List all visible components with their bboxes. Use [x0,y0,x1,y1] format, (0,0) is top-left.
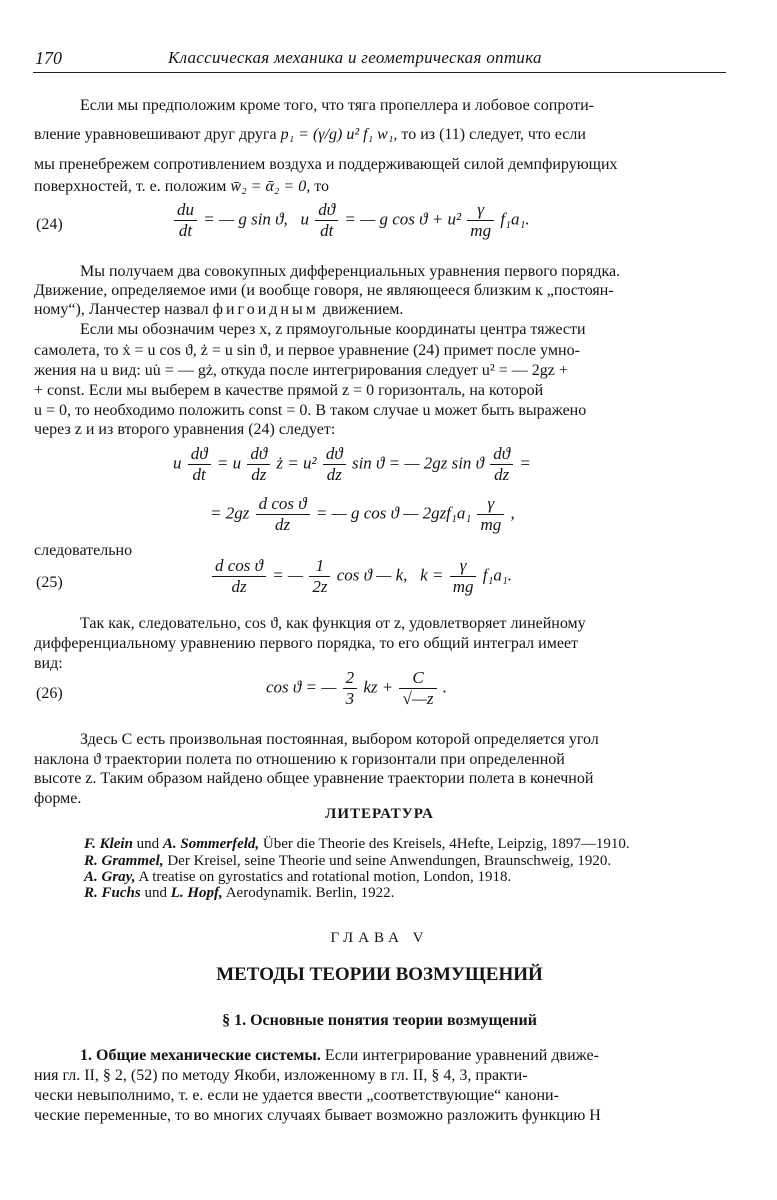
expr: kz + [363,677,394,697]
para5-line4: форме. [34,790,82,807]
numerator: 2 [343,668,358,689]
para5-line1: Здесь C есть произвольная постоянная, выбором которой определяется угол [80,731,599,748]
denominator: mg [480,515,502,534]
numerator: du [174,200,197,221]
ref-authors: F. Klein [84,836,133,852]
expr: = u [216,453,242,473]
fraction [323,444,346,485]
text: Если интегрирование уравнений движе- [320,1047,599,1064]
expr: = — g sin ϑ, [203,209,288,229]
denominator: dz [326,465,342,484]
reference-2 [84,853,611,870]
expr: u [173,453,182,473]
equation-24 [172,200,530,241]
para6-line4: ческие переменные, то во многих случаях бывает возможно разложить функцию H [34,1107,601,1124]
para3-line5: u = 0, то необходимо положить const = 0. В таком случае u может быть выражено [34,402,587,419]
para2-line2: Движение, определяемое ими (и вообще говоря, не являющееся близким к „постоян- [34,282,614,299]
fraction [477,494,504,535]
ref-authors: R. Grammel, [84,853,164,869]
ref-text: Aerodynamik. Berlin, 1922. [222,885,395,901]
para1-line1: Если мы предположим кроме того, что тяга пропеллера и лобовое сопроти- [80,97,595,114]
para3-line1: Если мы обозначим через x, z прямоугольные координаты центра тяжести [80,321,586,338]
expr: = 2gz [210,503,250,523]
para5-line2: наклона ϑ траектории полета по отношению к горизонтали при определенной [34,751,565,768]
numerator: γ [477,494,504,515]
reference-1 [84,836,630,853]
fraction [256,494,310,535]
numerator: γ [467,200,494,221]
fraction [188,444,211,485]
para1-line4 [34,177,726,196]
expr: = — [272,565,304,585]
reference-3 [84,869,511,886]
denominator: dz [275,515,291,534]
denominator: dz [231,577,247,596]
numerator: dϑ [247,444,270,465]
page-header [33,48,726,73]
denominator: √—z [402,689,434,708]
para3-line4: + const. Если мы выберем в качестве прямой z = 0 горизонталь, на которой [34,382,544,399]
ref-text: Über die Theorie des Kreisels, 4Hefte, Leipzig, 1897—1910. [259,836,630,852]
ref-authors: A. Gray, [84,869,136,885]
ref-conj: und [132,836,163,852]
expr: = [519,453,531,473]
text: вление уравновешивают друг друга [34,126,277,143]
numerator: dϑ [315,200,338,221]
chapter-label: ГЛАВА V [330,930,429,946]
fraction [399,668,436,709]
fraction [450,556,477,597]
fraction [490,444,513,485]
expr: ż = u² [276,453,317,473]
para1-line3: мы пренебрежем сопротивлением воздуха и поддерживающей силой демпфирующих [34,156,618,173]
numerator: d cos ϑ [212,556,266,577]
expr: . [442,677,448,697]
equation-number-26: (26) [36,685,63,702]
equation-number-24: (24) [36,216,63,233]
para4-line3: вид: [34,655,63,672]
para6-line1 [80,1046,726,1065]
numerator: γ [450,556,477,577]
para4-line1: Так как, следовательно, cos ϑ, как функция от z, удовлетворяет линейному [80,615,586,632]
denominator: mg [470,221,492,240]
text: то [314,178,329,195]
denominator: 3 [345,689,355,708]
para1-line2 [34,125,726,144]
ref-authors: A. Sommerfeld, [162,836,260,852]
numerator: d cos ϑ [256,494,310,515]
denominator: dt [320,221,334,240]
para5-line3: высоте z. Таким образом найдено общее уравнение траектории полета в конечной [34,770,594,787]
numerator: 1 [309,556,330,577]
denominator: 2z [312,577,328,596]
numerator: dϑ [490,444,513,465]
text: ному“), Ланчестер назвал [34,301,209,318]
fraction [247,444,270,485]
para3-line2: самолета, то ẋ = u cos ϑ, ż = u sin ϑ, и первое уравнение (24) примет после умно- [34,342,580,359]
expr: = — g cos ϑ — 2gzf₁a₁ [315,503,472,523]
section-heading: § 1. Основные понятия теории возмущений [222,1012,537,1029]
numerator: dϑ [323,444,346,465]
running-title: Классическая механика и геометрическая оптика [168,48,542,67]
ref-text: A treatise on gyrostatics and rotational motion, London, 1918. [135,869,512,885]
expr: = — g cos ϑ + u² [344,209,462,229]
numerator: dϑ [188,444,211,465]
expr: cos ϑ — k, [336,565,408,585]
ref-authors: R. Fuchs [84,885,141,901]
page-number: 170 [35,48,62,68]
equation-derivation-2 [210,494,515,535]
equation-number-25: (25) [36,574,63,591]
ref-authors: L. Hopf, [170,885,223,901]
denominator: dz [494,465,510,484]
subsection-title: 1. Общие механические системы. [80,1047,321,1064]
fraction [343,668,358,709]
spaced-term: фигоидным [212,301,319,318]
para2-line3 [34,300,726,319]
para4-line2: дифференциальному уравнению первого порядка, то его общий интеграл имеет [34,635,579,652]
expr: cos ϑ = — [266,677,337,697]
expr: , [510,503,515,523]
fraction [315,200,338,241]
reference-4 [84,885,394,902]
denominator: mg [452,577,474,596]
para6-line2: ния гл. II, § 2, (52) по методу Якоби, изложенному в гл. II, § 4, 3, практи- [34,1067,528,1084]
text: то из (11) следует, что если [401,126,586,143]
para2-line1: Мы получаем два совокупных дифференциальных уравнения первого порядка. [80,263,621,280]
ref-text: Der Kreisel, seine Theorie und seine Anwendungen, Braunschweig, 1920. [163,853,612,869]
text: поверхностей, т. е. положим [34,178,227,195]
equation-26 [266,668,447,709]
fraction [309,556,330,597]
text: движением. [322,301,404,318]
para3-line6: через z и из второго уравнения (24) следует: [34,421,336,438]
expr: u [300,209,310,229]
chapter-title: МЕТОДЫ ТЕОРИИ ВОЗМУЩЕНИЙ [216,964,543,985]
expr: k = [420,565,444,585]
denominator: dz [251,465,267,484]
denominator: dt [192,465,206,484]
denominator: dt [178,221,193,240]
inline-formula: p₁ = (γ/g) u² f₁ w₁, [280,126,398,143]
expr: sin ϑ = — 2gz sin ϑ [351,453,485,473]
numerator: C [399,668,436,689]
fraction [174,200,197,241]
para6-line3: чески невыполнимо, т. е. если не удается ввести „соответствующие“ канони- [34,1087,559,1104]
expr: f₁a₁. [482,565,513,585]
literature-heading: ЛИТЕРАТУРА [325,806,434,822]
equation-25 [210,556,512,597]
expr: f₁a₁. [500,209,530,229]
fraction [467,200,494,241]
consequently-text: следовательно [34,542,133,559]
para3-line3: жения на u вид: uu̇ = — gż, откуда после интегрирования следует u² = — 2gz + [34,362,568,379]
ref-conj: und [140,885,171,901]
inline-formula: w̄₂ = ᾱ₂ = 0, [230,178,311,195]
fraction [212,556,266,597]
equation-derivation-1 [173,444,531,485]
